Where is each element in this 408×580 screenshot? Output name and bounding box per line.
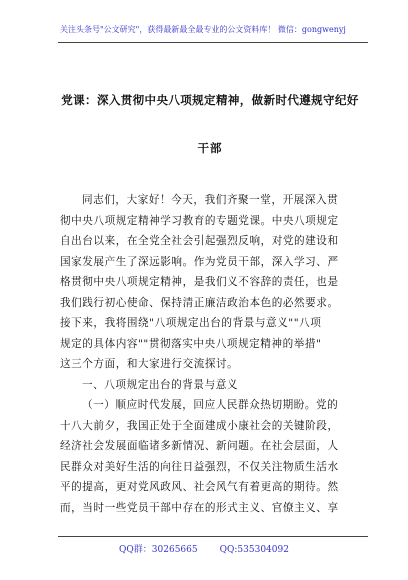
footer-qq-group: QQ群：30265665 xyxy=(119,545,198,555)
body-line: 接下来，我将围绕"八项规定出台的背景与意义""八项 xyxy=(60,317,322,329)
body-line: 格贯彻中央八项规定精神，是我们义不容辞的责任，也是 xyxy=(60,276,339,288)
header-divider xyxy=(58,42,368,43)
body-line: 规定的具体内容""贯彻落实中央八项规定精神的举措" xyxy=(60,337,322,350)
body-line: 我们践行初心使命、保持清正廉洁政治本色的必然要求。 xyxy=(60,296,339,309)
body-line: 十八大前夕，我国正处于全面建成小康社会的关键阶段， xyxy=(60,419,339,432)
body-line: 同志们，大家好！今天，我们齐聚一堂，开展深入贯 xyxy=(82,194,339,206)
footer xyxy=(0,542,408,555)
body-line: 这三个方面，和大家进行交流探讨。 xyxy=(60,358,239,370)
document-title: 党课：深入贯彻中央八项规定精神，做新时代遵规守纪好 xyxy=(61,93,359,107)
body-line: 而，当时一些党员干部中存在的形式主义、官僚主义、享 xyxy=(60,501,339,514)
body-line: 自出台以来，在全党全社会引起强烈反响，对党的建设和 xyxy=(60,235,339,247)
footer-qq: QQ:535304092 xyxy=(219,545,289,555)
header-banner: 关注头条号"公文研究"，获得最新最全最专业的公文资料库！ 微信：gongwenyj xyxy=(60,25,346,34)
document-title-continued: 干部 xyxy=(197,141,223,155)
body-line: 彻中央八项规定精神学习教育的专题党课。中央八项规定 xyxy=(60,214,339,227)
body-line: 平的提高，更对党风政风、社会风气有着更高的期待。然 xyxy=(60,481,339,493)
body-line: 国家发展产生了深远影响。作为党员干部，深入学习、严 xyxy=(60,255,339,268)
footer-divider xyxy=(58,536,368,537)
document-body xyxy=(60,190,350,518)
body-line: （一）顺应时代发展，回应人民群众热切期盼。党的 xyxy=(82,399,339,411)
section-heading: 一、八项规定出台的背景与意义 xyxy=(82,378,239,391)
body-line: 经济社会发展面临诸多新情况、新问题。在社会层面，人 xyxy=(60,440,339,452)
body-line: 民群众对美好生活的向往日益强烈，不仅关注物质生活水 xyxy=(60,460,339,473)
